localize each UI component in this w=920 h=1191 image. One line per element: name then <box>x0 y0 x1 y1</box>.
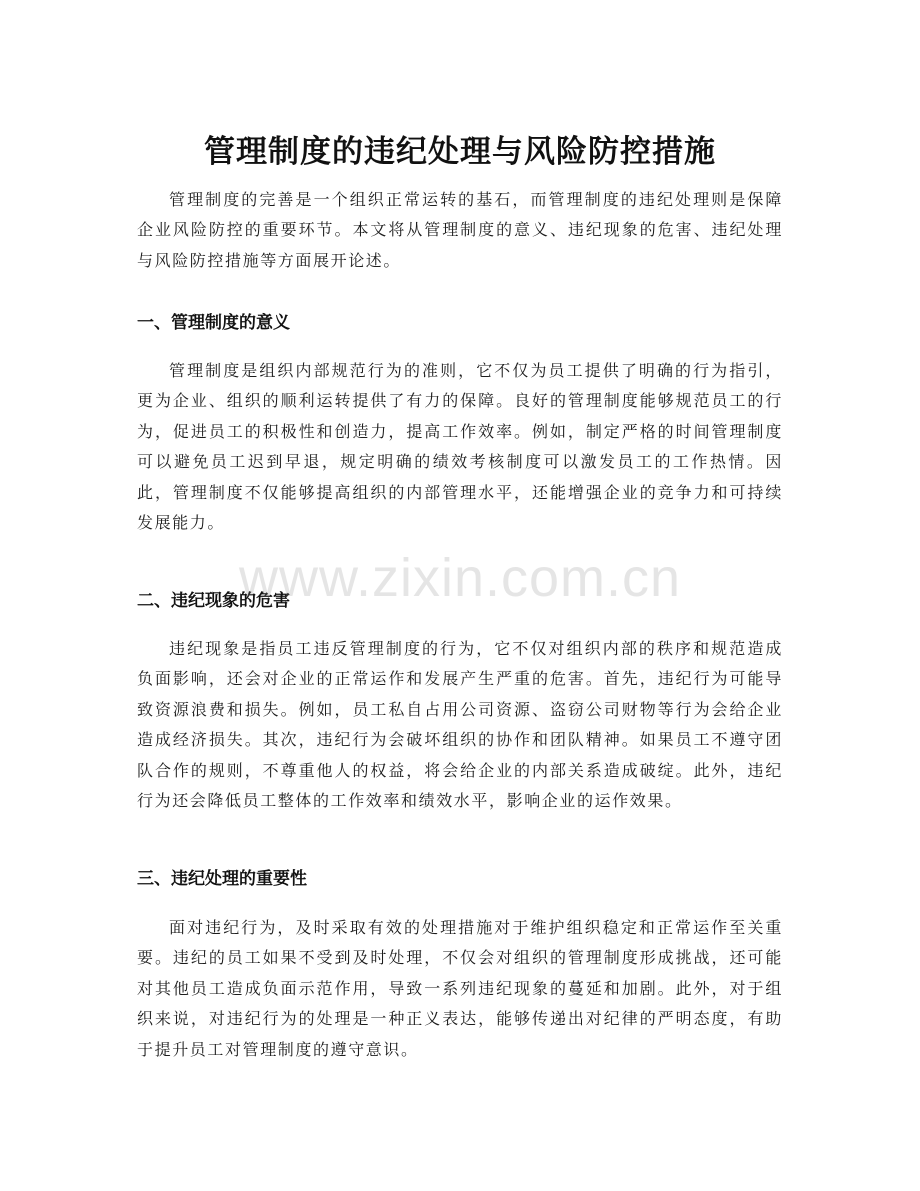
section-body-2: 违纪现象是指员工违反管理制度的行为，它不仅对组织内部的秩序和规范造成负面影响，还会对企业的正常运作和发展产生严重的危害。首先，违纪行为可能导致资源浪费和损失。例如，员工私自占用公司资源、盗窃公司财物等行为会给企业造成经济损失。其次，违纪行为会破坏组织的协作和团队精神。如果员工不遵守团队合作的规则，不尊重他人的权益，将会给企业的内部关系造成破绽。此外，违纪行为还会降低员工整体的工作效率和绩效水平，影响企业的运作效果。 <box>137 639 783 811</box>
section-body-3: 面对违纪行为，及时采取有效的处理措施对于维护组织稳定和正常运作至关重要。违纪的员工如果不受到及时处理，不仅会对组织的管理制度形成挑战，还可能对其他员工造成负面示范作用，导致一系列违纪现象的蔓延和加剧。此外，对于组织来说，对违纪行为的处理是一种正义表达，能够传递出对纪律的严明态度，有助于提升员工对管理制度的遵守意识。 <box>137 918 783 1059</box>
section-heading-2: 二、违纪现象的危害 <box>137 591 290 611</box>
section-heading-1: 一、管理制度的意义 <box>137 313 290 333</box>
section-heading-3: 三、违纪处理的重要性 <box>137 869 307 889</box>
intro-paragraph: 管理制度的完善是一个组织正常运转的基石，而管理制度的违纪处理则是保障企业风险防控的重要环节。本文将从管理制度的意义、违纪现象的危害、违纪处理与风险防控措施等方面展开论述。 <box>137 190 783 270</box>
section-body-1: 管理制度是组织内部规范行为的准则，它不仅为员工提供了明确的行为指引，更为企业、组织的顺利运转提供了有力的保障。良好的管理制度能够规范员工的行为，促进员工的积极性和创造力，提高工作效率。例如，制定严格的时间管理制度可以避免员工迟到早退，规定明确的绩效考核制度可以激发员工的工作热情。因此，管理制度不仅能够提高组织的内部管理水平，还能增强企业的竞争力和可持续发展能力。 <box>137 361 783 533</box>
document-title: 管理制度的违纪处理与风险防控措施 <box>204 133 716 170</box>
watermark: www.zixin.com.cn <box>238 548 682 608</box>
